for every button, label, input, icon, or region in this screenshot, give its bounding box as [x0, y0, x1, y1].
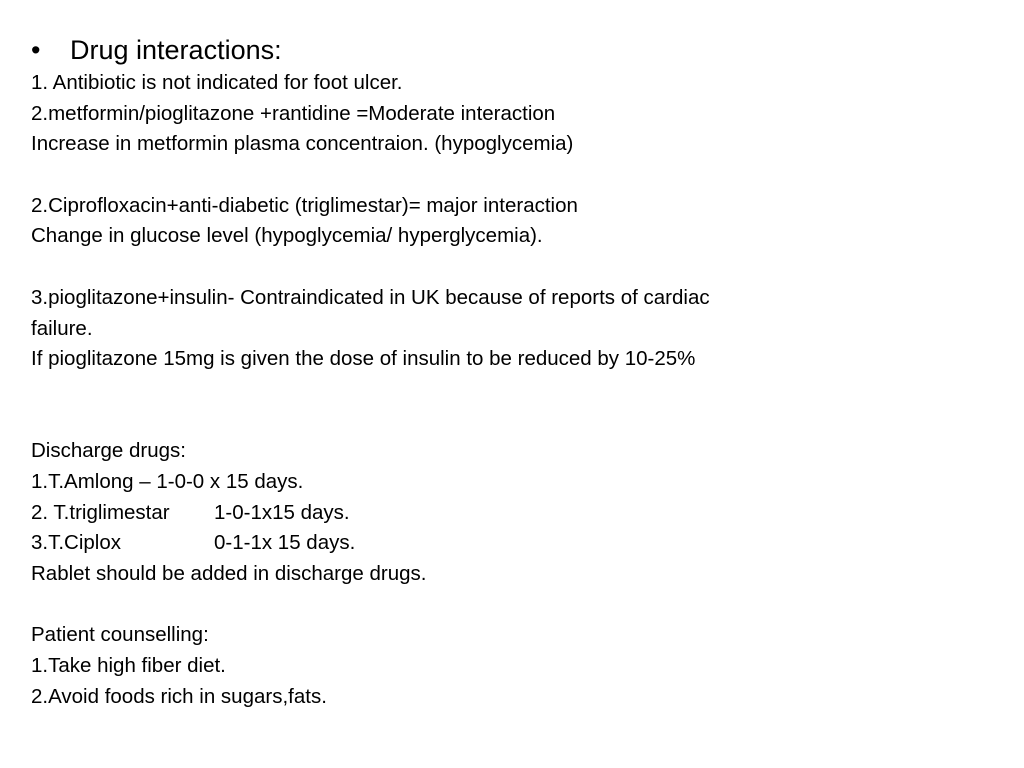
interaction-3-detail: Change in glucose level (hypoglycemia/ hyperglycemia). [31, 224, 543, 248]
spacer [31, 252, 991, 283]
interaction-2-detail: Increase in metformin plasma concentraion. (hypoglycemia) [31, 132, 574, 156]
interaction-2-title: 2.metformin/pioglitazone +rantidine =Moderate interaction [31, 101, 556, 125]
discharge-drug-3-dose: 0-1-1x 15 days. [214, 531, 356, 555]
spacer [31, 160, 991, 191]
interaction-1: 1. Antibiotic is not indicated for foot ulcer. [31, 71, 403, 94]
discharge-drugs-heading: Discharge drugs: [31, 439, 186, 463]
discharge-drug-2-dose: 1-0-1x15 days. [214, 500, 350, 524]
interaction-3-title: 2.Ciprofloxacin+anti-diabetic (triglimestar)= major interaction [31, 193, 578, 217]
spacer [31, 375, 991, 436]
discharge-drug-2-name: 2. T.triglimestar [31, 500, 170, 524]
bullet-icon: • [31, 35, 41, 65]
discharge-drug-3 [31, 528, 991, 559]
drug-interactions-heading [31, 32, 991, 68]
discharge-drug-2 [31, 498, 991, 529]
interaction-4-detail: If pioglitazone 15mg is given the dose of insulin to be reduced by 10-25% [31, 347, 696, 371]
discharge-drug-3-name: 3.T.Ciplox [31, 531, 122, 555]
counselling-item-2: 2.Avoid foods rich in sugars,fats. [31, 684, 327, 708]
discharge-note: Rablet should be added in discharge drugs. [31, 562, 427, 586]
counselling-item-1: 1.Take high fiber diet. [31, 654, 226, 678]
spacer [31, 590, 991, 621]
slide-body [31, 32, 991, 712]
heading-text: Drug interactions: [70, 35, 282, 65]
interaction-4-title-line1: 3.pioglitazone+insulin- Contraindicated in UK because of reports of cardiac [31, 285, 710, 309]
interaction-4-title-line2: failure. [31, 316, 93, 340]
patient-counselling-heading: Patient counselling: [31, 623, 209, 647]
discharge-drug-1: 1.T.Amlong – 1-0-0 x 15 days. [31, 469, 304, 493]
